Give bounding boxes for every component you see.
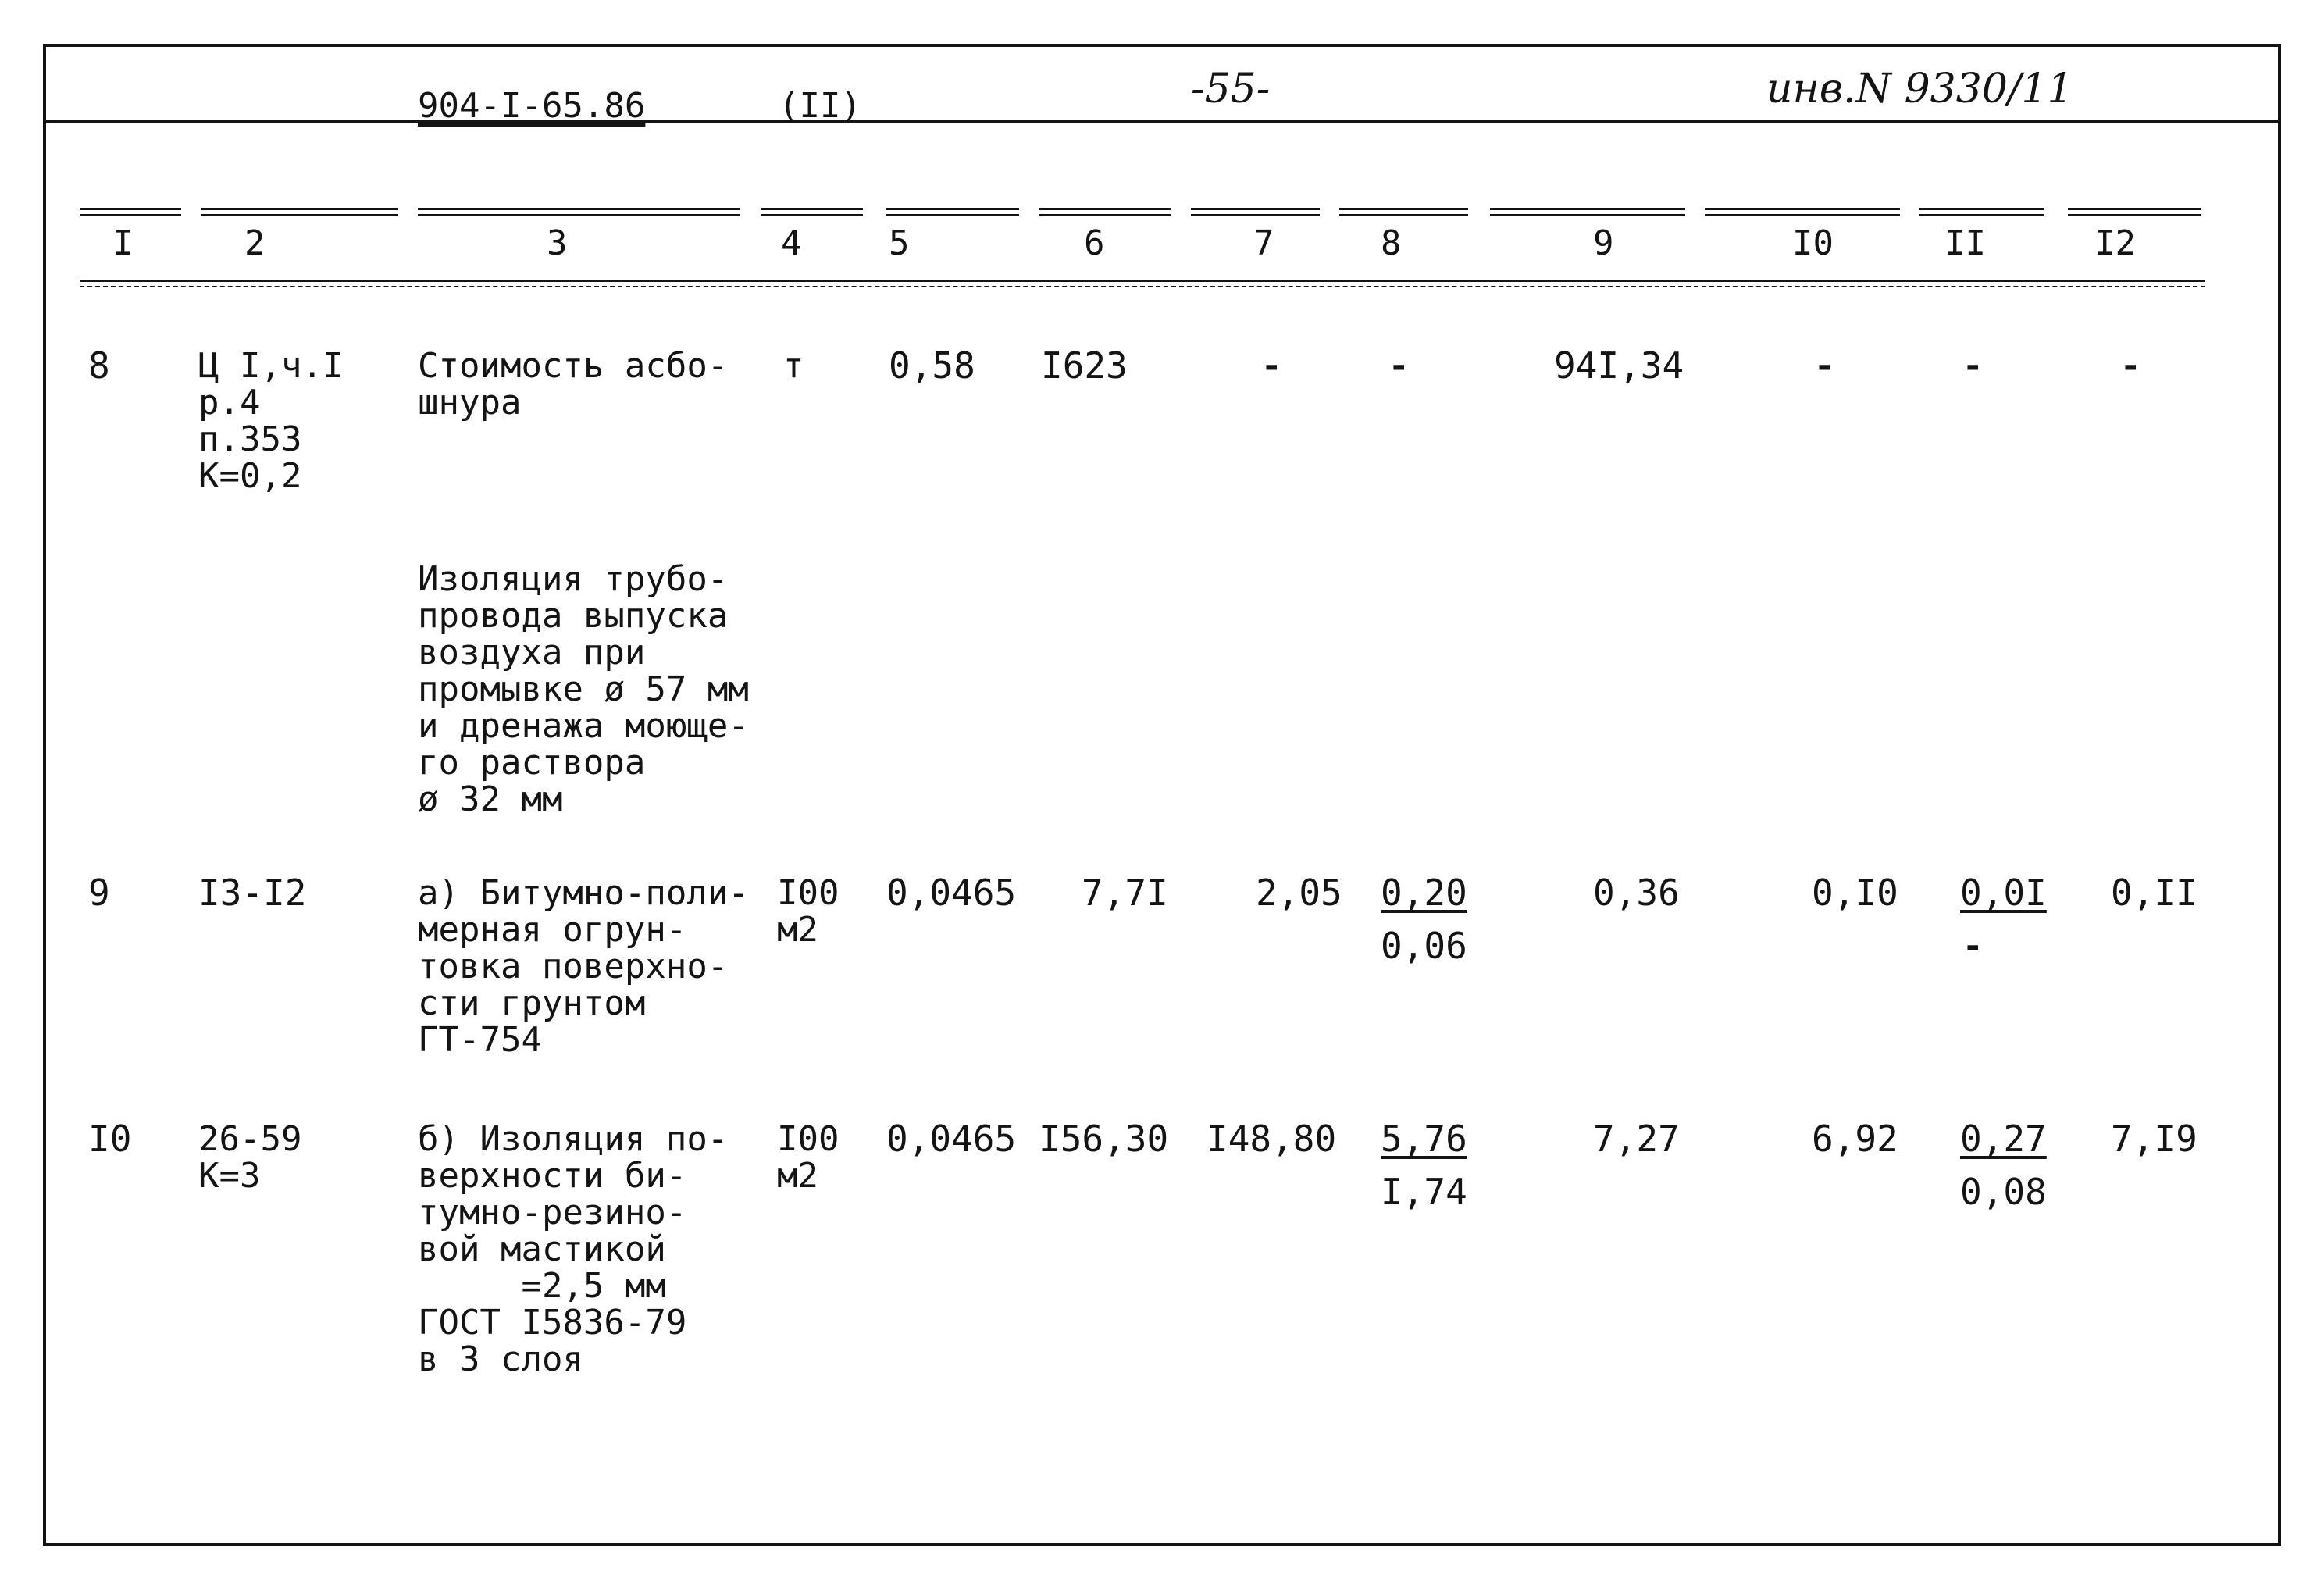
rate-code: I3-I2 xyxy=(198,872,307,914)
column-number: I0 xyxy=(1792,223,1834,263)
quantity: 0,0465 xyxy=(886,1118,1017,1160)
column-number: 7 xyxy=(1253,223,1274,263)
column-11-bottom: - xyxy=(1962,926,1984,966)
inventory-number: инв.N 9330/11 xyxy=(1766,66,2073,112)
column-rule xyxy=(1191,208,1320,216)
unit-cost: I623 xyxy=(1041,344,1128,387)
unit-cost: 7,7I xyxy=(1082,872,1168,914)
row-number: 9 xyxy=(88,872,110,914)
unit-cost: I56,30 xyxy=(1039,1118,1169,1160)
column-7-value: I48,80 xyxy=(1207,1118,1337,1160)
column-10-value: - xyxy=(1814,346,1835,386)
column-10-value: 0,I0 xyxy=(1812,872,1898,914)
column-10-value: 6,92 xyxy=(1812,1118,1898,1160)
column-8-top: 0,20 xyxy=(1381,872,1467,914)
work-description: а) Битумно-поли- мерная огрун- товка поверхно- сти грунтом ГТ-754 xyxy=(418,873,749,1060)
column-11-bottom: 0,08 xyxy=(1960,1171,2047,1213)
column-7-value: 2,05 xyxy=(1256,872,1342,914)
column-7-value: - xyxy=(1261,346,1282,386)
column-8-value: - xyxy=(1388,346,1410,386)
row-number: I0 xyxy=(88,1118,132,1160)
total-cost: 0,36 xyxy=(1593,872,1680,914)
header-rule xyxy=(43,120,2281,123)
column-rule xyxy=(1919,208,2044,216)
column-number: 4 xyxy=(781,223,802,263)
column-12-value: 0,II xyxy=(2111,872,2197,914)
part-number: (II) xyxy=(779,86,861,126)
column-number: 9 xyxy=(1593,223,1614,263)
column-rule xyxy=(1490,208,1685,216)
column-12-value: 7,I9 xyxy=(2111,1118,2197,1160)
column-rule xyxy=(1705,208,1900,216)
column-rule xyxy=(886,208,1019,216)
column-8-top: 5,76 xyxy=(1381,1118,1467,1160)
column-number: 6 xyxy=(1084,223,1105,263)
column-number: I2 xyxy=(2094,223,2136,263)
total-cost: 94I,34 xyxy=(1554,344,1684,387)
column-number: 3 xyxy=(547,223,568,263)
unit: I00 м2 xyxy=(777,873,839,950)
quantity: 0,58 xyxy=(889,344,975,387)
rate-code: Ц I,ч.I р.4 п.353 К=0,2 xyxy=(198,346,344,496)
column-number: I xyxy=(112,223,134,263)
total-cost: 7,27 xyxy=(1593,1118,1680,1160)
row-number: 8 xyxy=(88,344,110,387)
section-heading: Изоляция трубо- провода выпуска воздуха при промывке ø 57 мм и дренажа моюще- го раствора ø 32 мм xyxy=(418,559,749,819)
column-11-top: 0,27 xyxy=(1960,1118,2047,1160)
column-rule xyxy=(201,208,398,216)
quantity: 0,0465 xyxy=(886,872,1017,914)
rate-code: 26-59 К=3 xyxy=(198,1119,302,1196)
column-number: 8 xyxy=(1381,223,1402,263)
unit: т xyxy=(783,346,804,386)
column-number: 5 xyxy=(889,223,910,263)
column-number: 2 xyxy=(244,223,266,263)
document-code: 904-I-65.86 xyxy=(418,86,646,126)
page-frame xyxy=(43,44,2281,1546)
column-rule xyxy=(418,208,740,216)
column-11-top: 0,0I xyxy=(1960,872,2047,914)
column-12-value: - xyxy=(2120,346,2141,386)
work-description: б) Изоляция по- верхности би- тумно-резино- вой мастикой =2,5 мм ГОСТ I5836-79 в 3 слоя xyxy=(418,1119,729,1379)
work-description: Стоимость асбо- шнура xyxy=(418,346,729,423)
column-number: II xyxy=(1944,223,1986,263)
column-rule xyxy=(761,208,863,216)
column-rule xyxy=(1039,208,1171,216)
column-rule xyxy=(2068,208,2201,216)
column-rule xyxy=(80,208,181,216)
column-8-bottom: I,74 xyxy=(1381,1171,1467,1213)
column-rule xyxy=(1339,208,1468,216)
column-8-bottom: 0,06 xyxy=(1381,925,1467,967)
page-number: -55- xyxy=(1191,66,1271,112)
column-header-rule xyxy=(80,280,2205,287)
unit: I00 м2 xyxy=(777,1119,839,1196)
column-11-value: - xyxy=(1962,346,1984,386)
